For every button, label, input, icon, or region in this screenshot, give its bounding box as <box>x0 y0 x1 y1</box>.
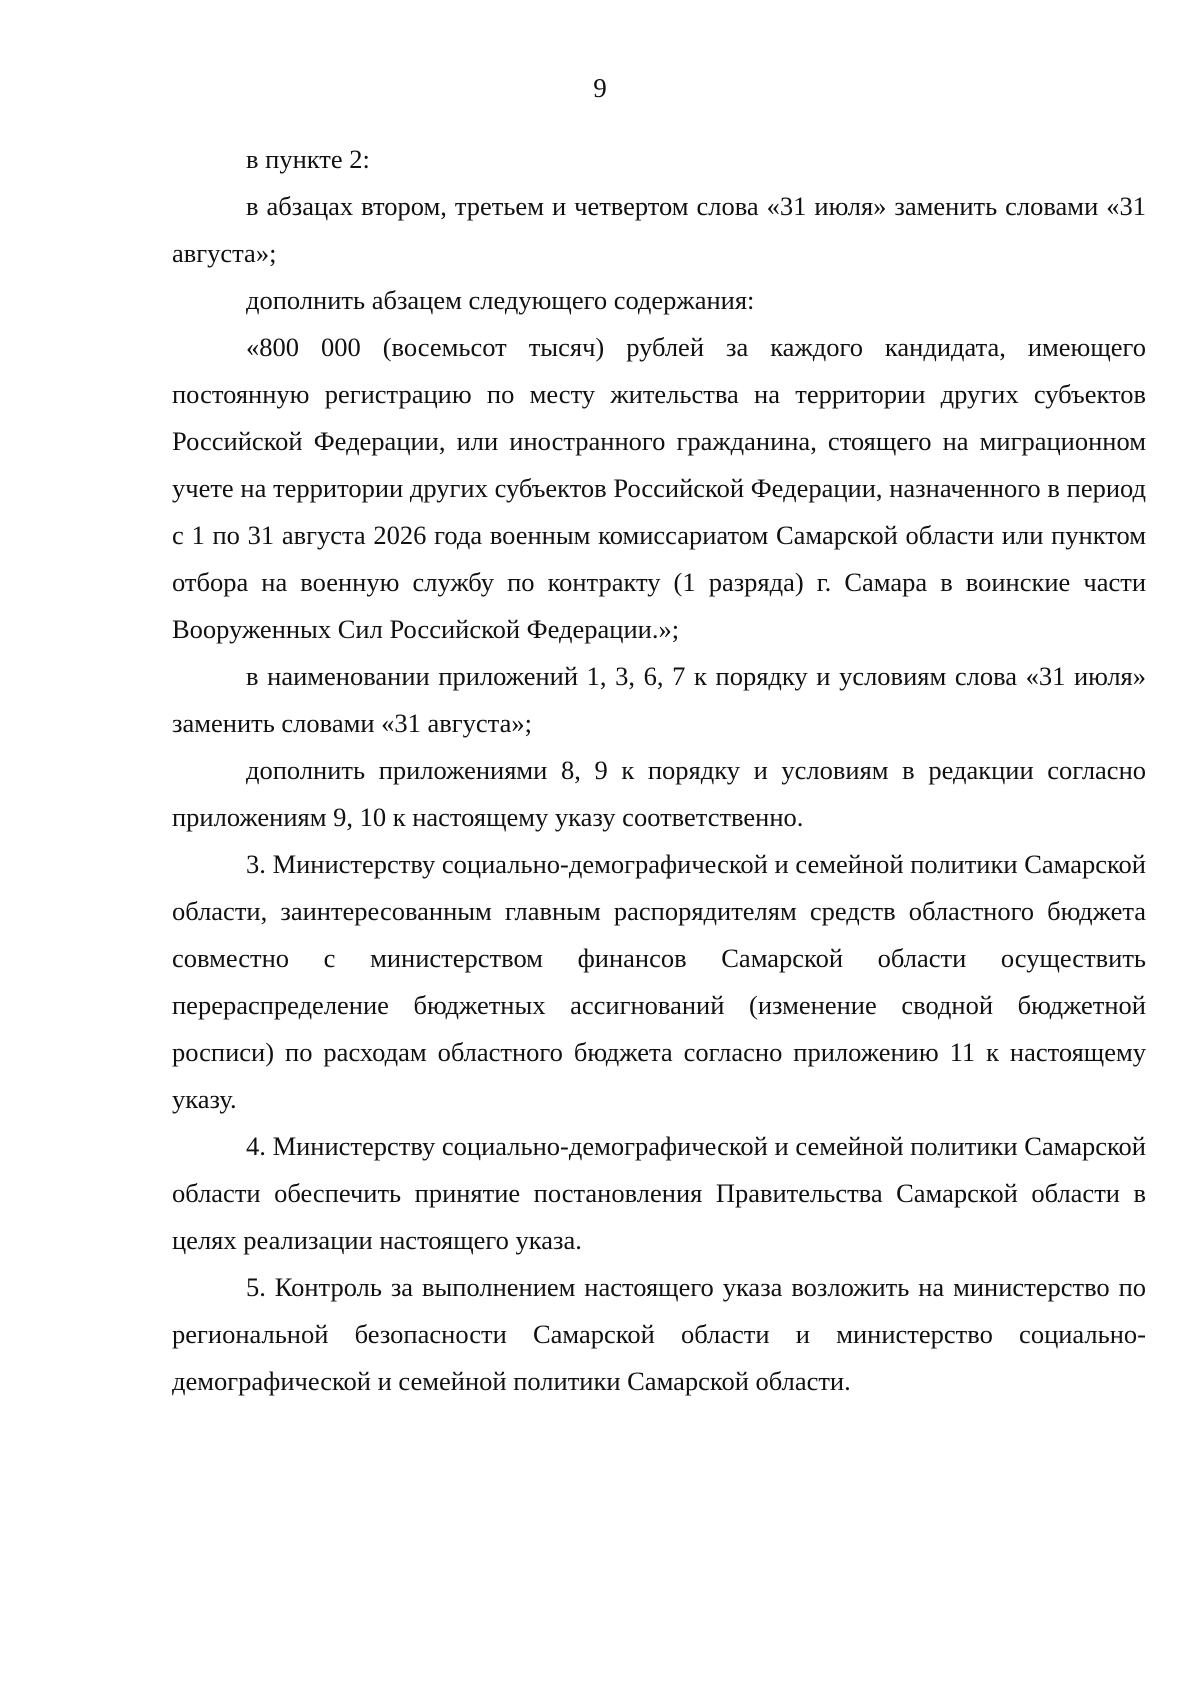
paragraph: в абзацах втором, третьем и четвертом слова «31 июля» заменить словами «31 августа»; <box>172 191 1146 268</box>
document-body <box>172 136 1146 1405</box>
paragraph: дополнить приложениями 8, 9 к порядку и условиям в редакции согласно приложениям 9, 10 к настоящему указу соответственно. <box>172 755 1146 832</box>
page-number: 9 <box>593 73 607 103</box>
paragraph: дополнить абзацем следующего содержания: <box>246 285 755 315</box>
paragraph: в пункте 2: <box>246 144 370 174</box>
paragraph: 4. Министерству социально-демографической и семейной политики Самарской области обеспечить принятие постановления Правительства Самарской области в целях реализации настоящего указа. <box>172 1131 1146 1255</box>
paragraph: «800 000 (восемьсот тысяч) рублей за каждого кандидата, имеющего постоянную регистрацию по месту жительства на территории других субъектов Российской Федерации, или иностранного гражданина, стоящего на миграционном учете на территории других субъектов Российской Федерации, назначенного в период с 1 по 31 августа 2026 года военным комиссариатом Самарской области или пунктом отбора на военную службу по контракту (1 разряда) г. Самара в воинские части Вооруженных Сил Российской Федерации.»; <box>172 332 1146 644</box>
paragraph: в наименовании приложений 1, 3, 6, 7 к порядку и условиям слова «31 июля» заменить словами «31 августа»; <box>172 661 1146 738</box>
paragraph: 5. Контроль за выполнением настоящего указа возложить на министерство по региональной безопасности Самарской области и министерство социально-демографической и семейной политики Самарской области. <box>172 1272 1146 1396</box>
paragraph: 3. Министерству социально-демографической и семейной политики Самарской области, заинтересованным главным распорядителям средств областного бюджета совместно с министерством финансов Самарской области осуществить перераспределение бюджетных ассигнований (изменение сводной бюджетной росписи) по расходам областного бюджета согласно приложению 11 к настоящему указу. <box>172 849 1146 1114</box>
